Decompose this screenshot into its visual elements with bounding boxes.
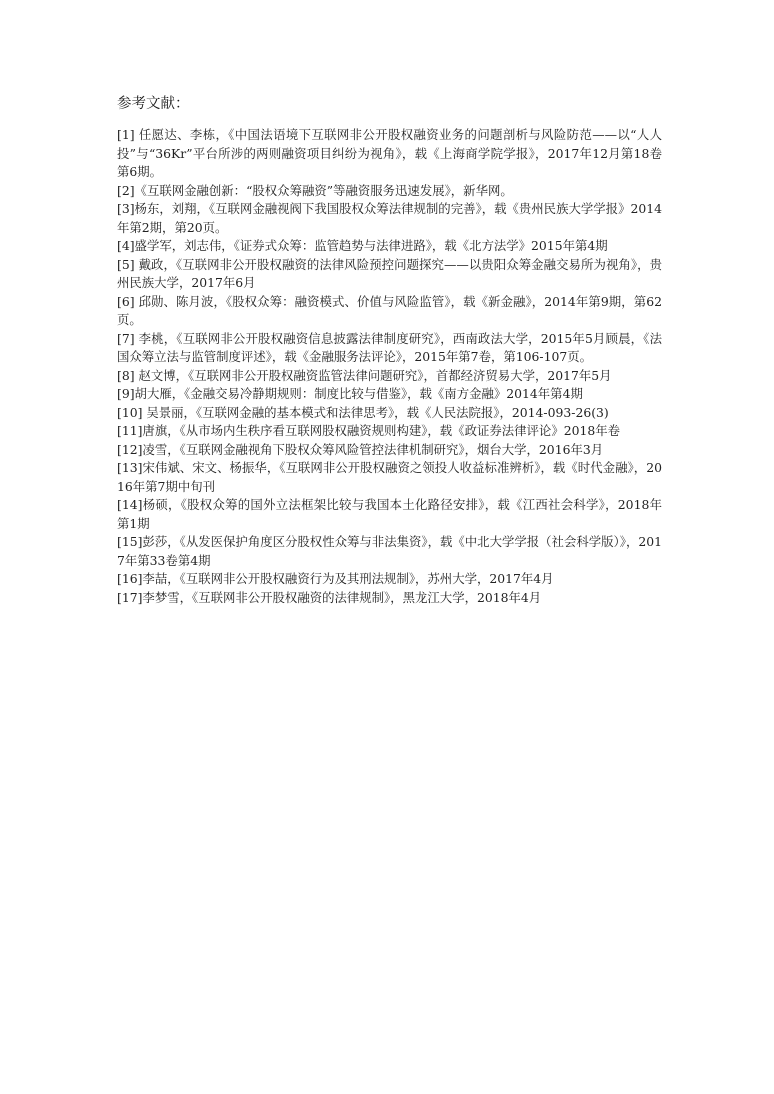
reference-list	[117, 126, 662, 607]
reference-item-6: [6] 邱勋、陈月波，《股权众筹：融资模式、价值与风险监管》，载《新金融》，2014年第9期，第62页。	[117, 293, 662, 327]
reference-item-9: [9]胡大雁，《金融交易冷静期规则：制度比较与借鉴》，载《南方金融》2014年第4期	[117, 386, 583, 401]
reference-item-5: [5] 戴政，《互联网非公开股权融资的法律风险预控问题探究——以贵阳众筹金融交易所为视角》，贵州民族大学，2017年6月	[117, 256, 662, 290]
reference-item-16: [16]李喆，《互联网非公开股权融资行为及其刑法规制》，苏州大学，2017年4月	[117, 571, 554, 586]
reference-item-11: [11]唐旗，《从市场内生秩序看互联网股权融资规则构建》，载《政证券法律评论》2018年卷	[117, 423, 621, 438]
reference-item-7: [7] 李桃，《互联网非公开股权融资信息披露法律制度研究》，西南政法大学，2015年5月顾晨，《法国众筹立法与监管制度评述》，载《金融服务法评论》，2015年第7卷，第106-107页。	[117, 330, 662, 364]
reference-item-1: [1] 任愿达、李栋，《中国法语境下互联网非公开股权融资业务的问题剖析与风险防范——以“人人投”与“36Kr”平台所涉的两则融资项目纠纷为视角》，载《上海商学院学报》，2017年12月第18卷第6期。	[117, 127, 662, 179]
reference-item-4: [4]盛学军，刘志伟，《证券式众筹：监管趋势与法律进路》，载《北方法学》2015年第4期	[117, 238, 608, 253]
reference-item-10: [10] 吴景丽，《互联网金融的基本模式和法律思考》，载《人民法院报》，2014-093-26(3)	[117, 404, 609, 420]
reference-item-12: [12]凌雪，《互联网金融视角下股权众筹风险管控法律机制研究》，烟台大学，2016年3月	[117, 441, 604, 457]
reference-item-15: [15]彭莎，《从发医保护角度区分股权性众筹与非法集资》，载《中北大学学报（社会科学版）》，2017年第33卷第4期	[117, 534, 662, 568]
references-section	[117, 94, 662, 607]
reference-item-3: [3]杨东，刘翔，《互联网金融视阀下我国股权众筹法律规制的完善》，载《贵州民族大学学报》2014年第2期，第20页。	[117, 201, 662, 235]
reference-item-8: [8] 赵文博，《互联网非公开股权融资监管法律问题研究》，首都经济贸易大学，2017年5月	[117, 367, 612, 383]
reference-item-13: [13]宋伟斌、宋文、杨振华，《互联网非公开股权融资之领投人收益标准辨析》，载《时代金融》，2016年第7期中旬刊	[117, 460, 662, 494]
reference-item-17: [17]李梦雪，《互联网非公开股权融资的法律规制》，黑龙江大学，2018年4月	[117, 589, 542, 605]
reference-item-14: [14]杨硕，《股权众筹的国外立法框架比较与我国本土化路径安排》，载《江西社会科学》，2018年第1期	[117, 497, 662, 531]
references-heading: 参考文献：	[117, 96, 190, 112]
reference-item-2: [2]《互联网金融创新：“股权众筹融资”等融资服务迅速发展》，新华网。	[117, 182, 513, 198]
